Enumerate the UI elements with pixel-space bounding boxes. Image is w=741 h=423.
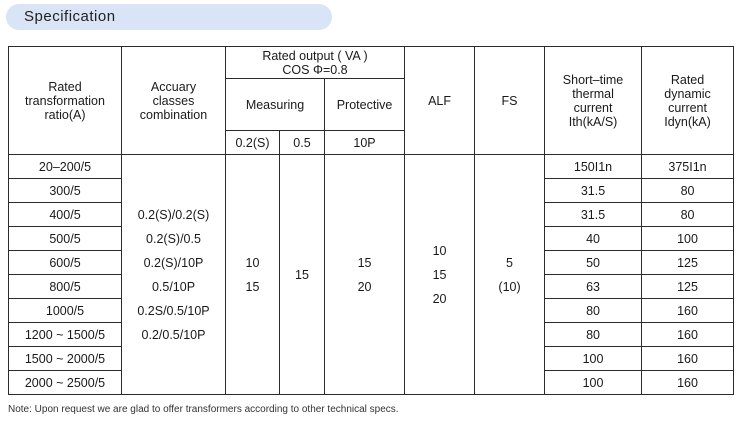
ith-cell: 31.5 (545, 203, 642, 227)
accuracy-item: 0.2S/0.5/10P (137, 303, 210, 318)
ith-cell: 80 (545, 299, 642, 323)
ith-cell: 80 (545, 323, 642, 347)
accuracy-item: 0.2(S)/0.5 (146, 231, 201, 246)
measuring-02s-cell (226, 155, 280, 395)
idyn-cell: 160 (642, 299, 734, 323)
section-title-pill (6, 4, 332, 30)
rated-output-label: Rated output ( VA ) (262, 48, 368, 63)
ratio-cell: 2000 ~ 2500/5 (9, 371, 122, 395)
idyn-cell: 125 (642, 251, 734, 275)
ratio-cell: 1000/5 (9, 299, 122, 323)
ith-cell: 31.5 (545, 179, 642, 203)
fs-value: (10) (498, 279, 521, 294)
header-short-time (545, 47, 642, 155)
header-ratio (9, 47, 122, 155)
ith-cell: 150I1n (545, 155, 642, 179)
ith-cell: 100 (545, 371, 642, 395)
alf-value: 20 (432, 291, 447, 306)
accuracy-cell (122, 155, 226, 395)
ith-cell: 63 (545, 275, 642, 299)
ith-cell: 100 (545, 347, 642, 371)
sub-header-05: 0.5 (280, 131, 325, 155)
dynamic-label: Rated dynamic current Idyn(kA) (664, 72, 711, 129)
idyn-cell: 80 (642, 179, 734, 203)
header-alf: ALF (405, 47, 475, 155)
header-ratio-label: Rated transformation ratio(A) (25, 79, 105, 122)
accuracy-item: 0.2(S)/10P (143, 255, 204, 270)
sub-header-10p: 10P (325, 131, 405, 155)
ratio-cell: 300/5 (9, 179, 122, 203)
accuracy-item: 0.2(S)/0.2(S) (137, 207, 210, 222)
idyn-cell: 160 (642, 323, 734, 347)
idyn-cell: 100 (642, 227, 734, 251)
ith-cell: 40 (545, 227, 642, 251)
measuring-02s-value: 15 (245, 279, 260, 294)
header-dynamic (642, 47, 734, 155)
fs-cell (475, 155, 545, 395)
header-protective: Protective (325, 79, 405, 131)
header-measuring: Measuring (226, 79, 325, 131)
footnote: Note: Upon request we are glad to offer transformers according to other technical specs. (8, 404, 399, 415)
ratio-cell: 400/5 (9, 203, 122, 227)
header-rated-output (226, 47, 405, 79)
section-title: Specification (24, 8, 116, 25)
short-time-label: Short–time thermal current Ith(kA/S) (562, 72, 624, 129)
accuracy-item: 0.5/10P (151, 279, 196, 294)
alf-value: 10 (432, 243, 447, 258)
alf-cell (405, 155, 475, 395)
idyn-cell: 375I1n (642, 155, 734, 179)
ratio-cell: 800/5 (9, 275, 122, 299)
header-accuracy-label: Accuary classes combination (139, 79, 208, 122)
sub-header-02s: 0.2(S) (226, 131, 280, 155)
alf-value: 15 (432, 267, 447, 282)
measuring-02s-value: 10 (245, 255, 260, 270)
ratio-cell: 600/5 (9, 251, 122, 275)
ratio-cell: 20–200/5 (9, 155, 122, 179)
measuring-05-cell: 15 (280, 155, 325, 395)
idyn-cell: 80 (642, 203, 734, 227)
cos-label: COS Φ=0.8 (282, 62, 348, 77)
fs-value: 5 (506, 255, 513, 270)
protective-value: 15 (357, 255, 372, 270)
ratio-cell: 1500 ~ 2000/5 (9, 347, 122, 371)
idyn-cell: 160 (642, 347, 734, 371)
protective-value: 20 (357, 279, 372, 294)
ith-cell: 50 (545, 251, 642, 275)
ratio-cell: 500/5 (9, 227, 122, 251)
header-accuracy (122, 47, 226, 155)
protective-cell (325, 155, 405, 395)
header-fs: FS (475, 47, 545, 155)
ratio-cell: 1200 ~ 1500/5 (9, 323, 122, 347)
idyn-cell: 160 (642, 371, 734, 395)
idyn-cell: 125 (642, 275, 734, 299)
specification-table (8, 46, 734, 395)
accuracy-item: 0.2/0.5/10P (141, 327, 206, 342)
